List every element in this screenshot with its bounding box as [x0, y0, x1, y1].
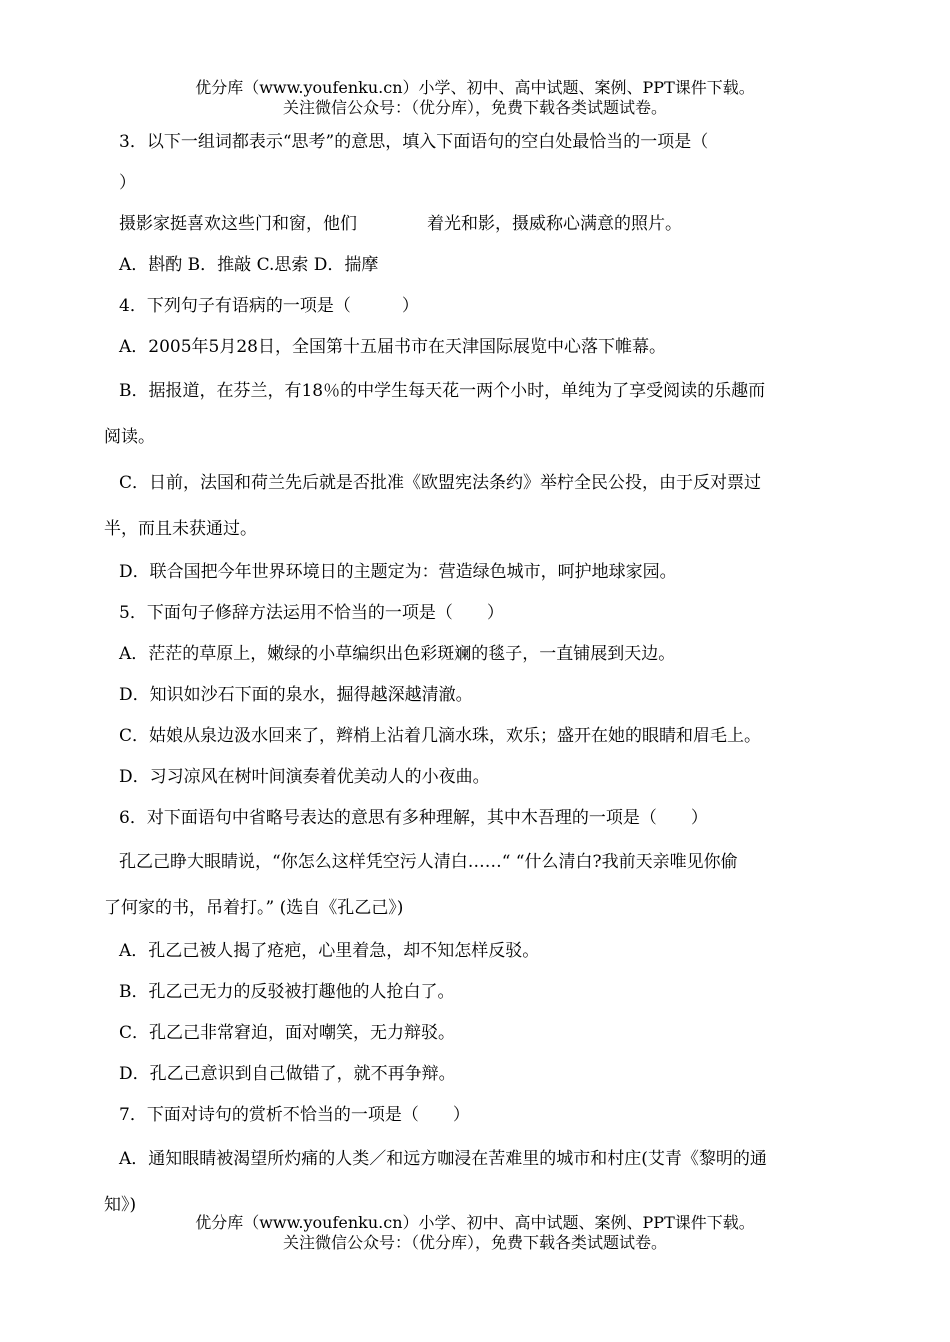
q6-stem: 6．对下面语句中省略号表达的意思有多种理解，其中木吾理的一项是（ ）	[119, 808, 708, 828]
q4-option-c-cont: 半，而且未获通过。	[104, 519, 257, 539]
q3-sentence	[104, 204, 848, 245]
q5-stem: 5．下面句子修辞方法运用不恰当的一项是（ ）	[119, 603, 504, 623]
q3-stem-cont: ）	[119, 173, 136, 193]
page-footer	[0, 1213, 950, 1253]
q6-option-a: A．孔乙己被人揭了疮疤，心里着急，却不知怎样反驳。	[119, 941, 540, 961]
q6-quote: 孔乙己睁大眼睛说，“你怎么这样凭空污人清白……“ “什么清白?我前天亲唯见你偷	[119, 852, 738, 872]
q5-option-a: A．茫茫的草原上，嫩绿的小草编织出色彩斑斓的毯子，一直铺展到天边。	[119, 644, 676, 664]
footer-line-1: 优分库（www.youfenku.cn）小学、初中、高中试题、案例、PPT课件下载。	[195, 1213, 755, 1232]
q5-option-d-first: D．知识如沙石下面的泉水，掘得越深越清澈。	[119, 685, 473, 705]
q6-option-b: B．孔乙己无力的反驳被打趣他的人抢白了。	[119, 982, 455, 1002]
q3-sentence-part-b: 着光和影，摄威称心满意的照片。	[427, 214, 682, 234]
page-header	[0, 78, 950, 118]
q3-stem: 3．以下一组词都表示“思考”的意思，填入下面语句的空白处最恰当的一项是（	[119, 132, 709, 152]
q4-option-d: D．联合国把今年世界环境日的主题定为：营造绿色城市，呵护地球家园。	[119, 562, 677, 582]
q5-option-d-second: D．习习凉风在树叶间演奏着优美动人的小夜曲。	[119, 767, 490, 787]
header-line-1: 优分库（www.youfenku.cn）小学、初中、高中试题、案例、PPT课件下载。	[195, 78, 755, 97]
footer-line-2: 关注微信公众号：（优分库），免费下载各类试题试卷。	[282, 1233, 667, 1252]
q5-option-c: C．姑娘从泉边汲水回来了，辫梢上沾着几滴水珠，欢乐；盛开在她的眼睛和眉毛上。	[119, 726, 762, 746]
q3-options: A．斟酌 B．推敲 C.思索 D．揣摩	[119, 255, 379, 275]
q7-stem: 7．下面对诗句的赏析不恰当的一项是（ ）	[119, 1105, 470, 1125]
q3-sentence-part-a: 摄影家挺喜欢这些门和窗，他们	[119, 214, 357, 234]
q7-option-a-cont: 知》)	[104, 1195, 137, 1215]
q4-option-b-cont: 阅读。	[104, 427, 155, 447]
q4-option-b: B．据报道，在芬兰，有18％的中学生每天花一两个小时，单纯为了享受阅读的乐趣而	[119, 381, 766, 401]
q4-option-a: A．2005年5月28日，全国第十五届书市在天津国际展览中心落下帷幕。	[119, 337, 666, 357]
header-line-2: 关注微信公众号：（优分库），免费下载各类试题试卷。	[282, 98, 667, 117]
q4-stem: 4．下列句子有语病的一项是（ ）	[119, 296, 419, 316]
q6-option-c: C．孔乙己非常窘迫，面对嘲笑，无力辩驳。	[119, 1023, 456, 1043]
q7-option-a: A．通知眼睛被渴望所灼痛的人类／和远方咖浸在苦难里的城市和村庄(艾青《黎明的通	[119, 1149, 767, 1169]
document-body	[104, 122, 848, 1228]
q4-option-c: C．日前，法国和荷兰先后就是否批准《欧盟宪法条约》举柠全民公投，由于反对票过	[119, 473, 762, 493]
q6-option-d: D．孔乙己意识到自己做错了，就不再争辩。	[119, 1064, 456, 1084]
q6-quote-cont: 了何家的书，吊着打。” (选自《孔乙己》)	[104, 898, 404, 918]
